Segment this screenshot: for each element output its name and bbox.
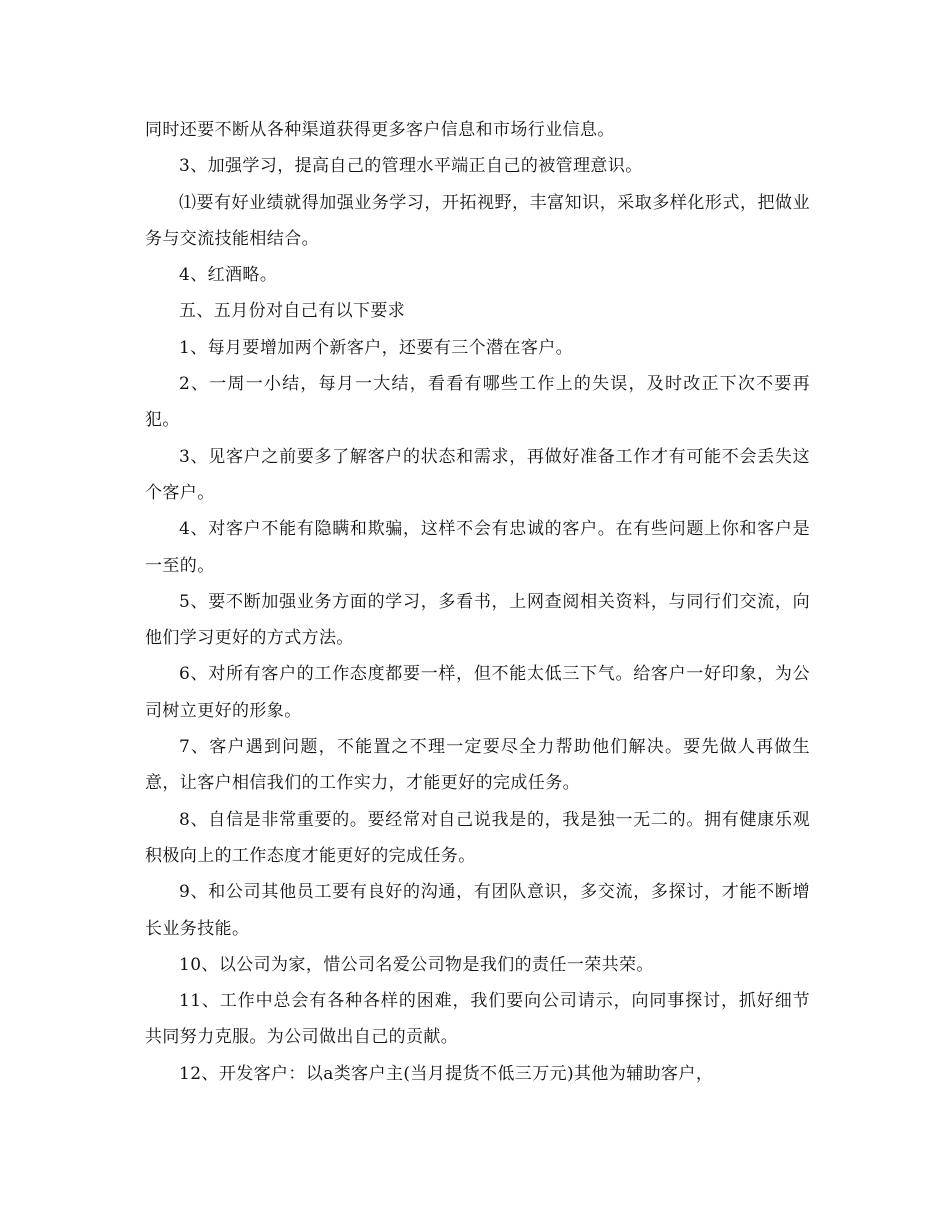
paragraph-item: 1、每月要增加两个新客户，还要有三个潜在客户。	[179, 337, 574, 358]
paragraph-item: 3、见客户之前要多了解客户的状态和需求，再做好准备工作才有可能不会丢失这个客户。	[145, 446, 810, 503]
paragraph-item: 4、红酒略。	[179, 265, 278, 286]
paragraph-item: 10、以公司为家，惜公司名爱公司物是我们的责任一荣共荣。	[179, 954, 654, 975]
paragraph-item: 3、加强学习，提高自己的管理水平端正自己的被管理意识。	[179, 156, 643, 177]
section-heading: 五、五月份对自己有以下要求	[179, 301, 406, 322]
paragraph-item: 8、自信是非常重要的。要经常对自己说我是的，我是独一无二的。拥有健康乐观积极向上的工作态度才能更好的完成任务。	[145, 809, 810, 866]
paragraph-item: 2、一周一小结，每月一大结，看看有哪些工作上的失误，及时改正下次不要再犯。	[145, 374, 810, 431]
paragraph-item: 12、开发客户：以a类客户主(当月提货不低三万元)其他为辅助客户，	[179, 1063, 714, 1084]
paragraph-item: 11、工作中总会有各种各样的困难，我们要向公司请示，向同事探讨，抓好细节共同努力克服。为公司做出自己的贡献。	[145, 991, 810, 1048]
paragraph-continuation: 同时还要不断从各种渠道获得更多客户信息和市场行业信息。	[145, 120, 615, 140]
document-body	[145, 112, 810, 1092]
paragraph-item: 4、对客户不能有隐瞒和欺骗，这样不会有忠诚的客户。在有些问题上你和客户是一至的。	[145, 519, 810, 576]
paragraph-item: 5、要不断加强业务方面的学习，多看书，上网查阅相关资料，与同行们交流，向他们学习更好的方式方法。	[145, 591, 810, 649]
paragraph-item: ⑴要有好业绩就得加强业务学习，开拓视野，丰富知识，采取多样化形式，把做业务与交流技能相结合。	[145, 192, 810, 249]
paragraph-item: 7、客户遇到问题，不能置之不理一定要尽全力帮助他们解决。要先做人再做生意，让客户相信我们的工作实力，才能更好的完成任务。	[145, 737, 810, 794]
paragraph-item: 9、和公司其他员工要有良好的沟通，有团队意识，多交流，多探讨，才能不断增长业务技能。	[145, 882, 810, 939]
paragraph-item: 6、对所有客户的工作态度都要一样，但不能太低三下气。给客户一好印象，为公司树立更好的形象。	[145, 664, 810, 721]
